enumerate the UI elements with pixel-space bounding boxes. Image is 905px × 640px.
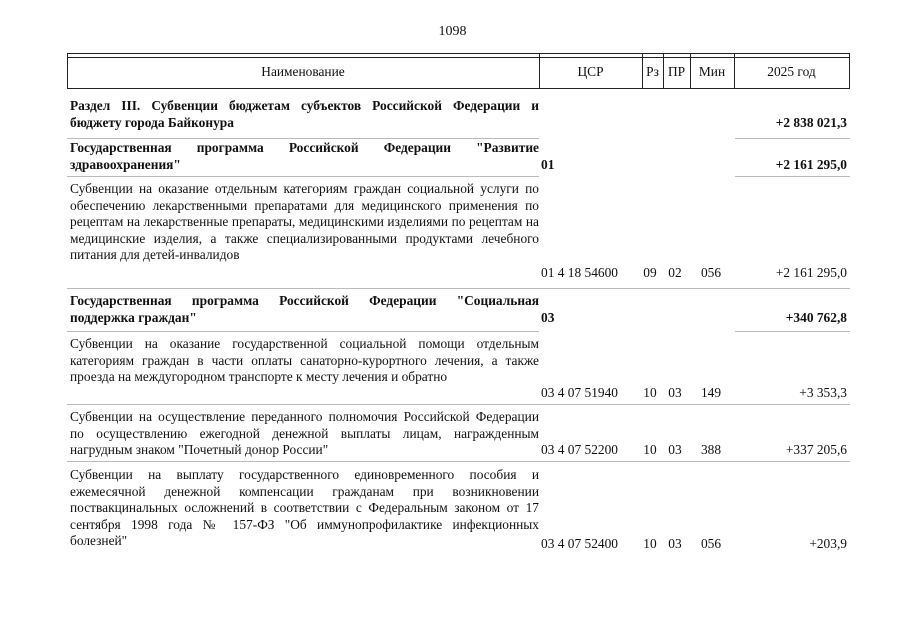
row-csr: 01 4 18 54600 xyxy=(541,265,618,280)
row-rz: 09 xyxy=(643,265,657,280)
row-value: +2 161 295,0 xyxy=(775,265,847,280)
row-name: Государственная программа Российской Федерации "Развитие здравоохранения" xyxy=(70,140,539,172)
row-min: 056 xyxy=(700,536,722,551)
row-name: Субвенции на выплату государственного единовременного пособия и ежемесячной денежной компенсации гражданам при возникновении поствакцинальных осложнений в соответствии с Федеральным законом от 17 сентября 1998 года № 157-ФЗ "Об иммунопрофилактике инфекционных болезней" xyxy=(70,467,539,548)
row-rz: 10 xyxy=(643,536,657,551)
row-pr: 03 xyxy=(668,442,682,457)
row-rz: 10 xyxy=(643,385,657,400)
header-csr: ЦСР xyxy=(577,64,604,79)
row-pr: 03 xyxy=(668,385,682,400)
header-name: Наименование xyxy=(261,64,345,79)
row-value: +203,9 xyxy=(809,536,847,551)
row-csr: 01 xyxy=(541,157,555,172)
row-value: +2 838 021,3 xyxy=(775,115,847,130)
row-min: 149 xyxy=(700,385,722,400)
row-pr: 02 xyxy=(668,265,682,280)
page-number: 1098 xyxy=(438,24,467,39)
row-value: +3 353,3 xyxy=(799,385,847,400)
row-min: 056 xyxy=(700,265,722,280)
row-value: +337 205,6 xyxy=(785,442,847,457)
header-year: 2025 год xyxy=(767,64,816,79)
row-min: 388 xyxy=(700,442,722,457)
row-csr: 03 4 07 51940 xyxy=(541,385,618,400)
row-name: Субвенции на осуществление переданного полномочия Российской Федерации по осуществлению ежегодной денежной выплаты лицам, награжденным нагрудным знаком "Почетный донор России" xyxy=(70,409,539,457)
row-csr: 03 4 07 52200 xyxy=(541,442,618,457)
row-name: Субвенции на оказание государственной социальной помощи отдельным категориям граждан в части оплаты санаторно-курортного лечения, а также проезда на междугородном транспорте к месту лечения и обратно xyxy=(70,336,539,384)
row-pr: 03 xyxy=(668,536,682,551)
row-name: Государственная программа Российской Федерации "Социальная поддержка граждан" xyxy=(70,293,539,325)
row-csr: 03 4 07 52400 xyxy=(541,536,618,551)
row-name: Раздел III. Субвенции бюджетам субъектов Российской Федерации и бюджету города Байконура xyxy=(70,98,539,130)
row-value: +2 161 295,0 xyxy=(775,157,847,172)
row-csr: 03 xyxy=(541,310,555,325)
row-rz: 10 xyxy=(643,442,657,457)
row-value: +340 762,8 xyxy=(785,310,847,325)
row-name: Субвенции на оказание отдельным категориям граждан социальной услуги по обеспечению лекарственными препаратами для медицинского применения по рецептам на лекарственные препараты, медицинскими изделиями по рецептам на медицинские изделия, а также специализированными продуктами лечебного питания для детей-инвалидов xyxy=(70,181,539,262)
header-pr: ПР xyxy=(667,64,686,79)
header-rz: Рз xyxy=(646,64,659,79)
header-min: Мин xyxy=(698,64,726,79)
